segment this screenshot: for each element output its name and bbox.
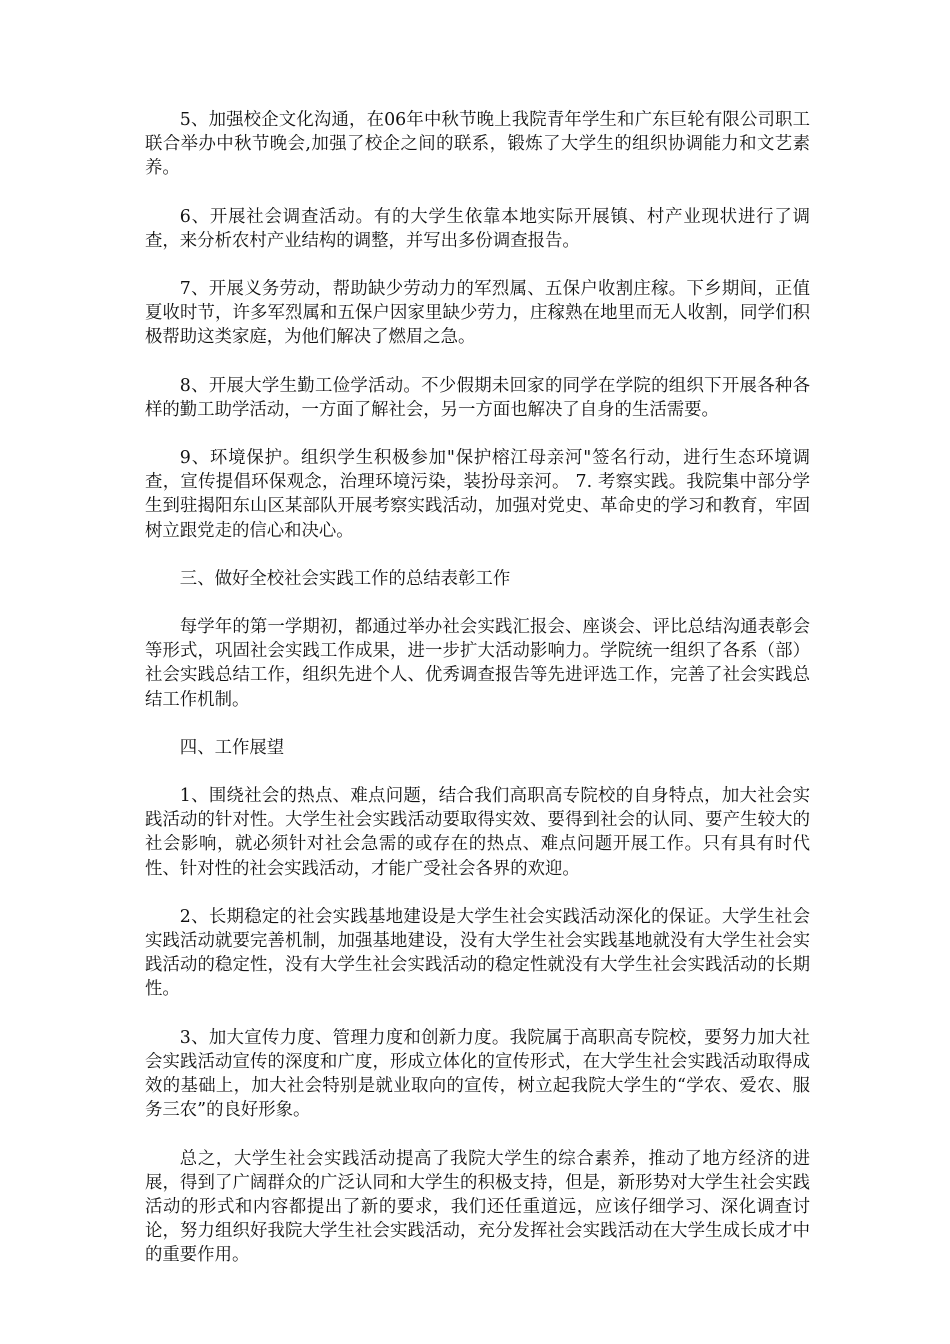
paragraph-item-7-volunteer-labor: 7、开展义务劳动，帮助缺少劳动力的军烈属、五保户收割庄稼。下乡期间，正值夏收时节，许多军烈属和五保户因家里缺少劳力，庄稼熟在地里而无人收割，同学们积极帮助这类家庭，为他们解决了燃眉之急。 <box>145 279 810 348</box>
paragraph-outlook-3: 3、加大宣传力度、管理力度和创新力度。我院属于高职高专院校，要努力加大社会实践活动宣传的深度和广度，形成立体化的宣传形式，在大学生社会实践活动取得成效的基础上，加大社会特别是就业取向的宣传，树立起我院大学生的“学农、爱农、服务三农”的良好形象。 <box>145 1027 810 1121</box>
paragraph-outlook-2: 2、长期稳定的社会实践基地建设是大学生社会实践活动深化的保证。大学生社会实践活动就要完善机制，加强基地建设，没有大学生社会实践基地就没有大学生社会实践活动的稳定性，没有大学生社会实践活动的稳定性就没有大学生社会实践活动的长期性。 <box>145 906 810 1000</box>
paragraph-summary-commendation: 每学年的第一学期初，都通过举办社会实践汇报会、座谈会、评比总结沟通表彰会等形式，巩固社会实践工作成果，进一步扩大活动影响力。学院统一组织了各系（部）社会实践总结工作，组织先进个人、优秀调查报告等先进评选工作，完善了社会实践总结工作机制。 <box>145 617 810 710</box>
paragraph-outlook-1: 1、围绕社会的热点、难点问题，结合我们高职高专院校的自身特点，加大社会实践活动的针对性。大学生社会实践活动要取得实效、要得到社会的认同、要产生较大的社会影响，就必须针对社会急需的或存在的热点、难点问题开展工作。只有具有时代性、针对性的社会实践活动，才能广受社会各界的欢迎。 <box>145 786 810 879</box>
section-heading-4: 四、工作展望 <box>179 737 285 758</box>
paragraph-item-8-work-study: 8、开展大学生勤工俭学活动。不少假期未回家的同学在学院的组织下开展各种各样的勤工助学活动，一方面了解社会，另一方面也解决了自身的生活需要。 <box>145 375 810 420</box>
document-body <box>145 108 810 1292</box>
paragraph-item-6-social-survey: 6、开展社会调查活动。有的大学生依靠本地实际开展镇、村产业现状进行了调查，来分析农村产业结构的调整，并写出多份调查报告。 <box>145 206 810 251</box>
section-heading-3: 三、做好全校社会实践工作的总结表彰工作 <box>179 568 511 589</box>
paragraph-conclusion: 总之，大学生社会实践活动提高了我院大学生的综合素养，推动了地方经济的进展，得到了广阔群众的广泛认同和大学生的积极支持，但是，新形势对大学生社会实践活动的形式和内容都提出了新的要求，我们还任重道远，应该仔细学习、深化调查讨论，努力组织好我院大学生社会实践活动，充分发挥社会实践活动在大学生成长成才中的重要作用。 <box>145 1148 810 1266</box>
paragraph-item-9-environment: 9、环境保护。组织学生积极参加"保护榕江母亲河"签名行动，进行生态环境调查，宣传提倡环保观念，治理环境污染，装扮母亲河。 7. 考察实践。我院集中部分学生到驻揭阳东山区某部队开展考察实践活动，加强对党史、革命史的学习和教育，牢固树立跟党走的信心和决心。 <box>145 448 810 541</box>
paragraph-item-5-cultural-exchange: 5、加强校企文化沟通，在06年中秋节晚上我院青年学生和广东巨轮有限公司职工联合举办中秋节晚会,加强了校企之间的联系，锻炼了大学生的组织协调能力和文艺素养。 <box>145 110 810 179</box>
